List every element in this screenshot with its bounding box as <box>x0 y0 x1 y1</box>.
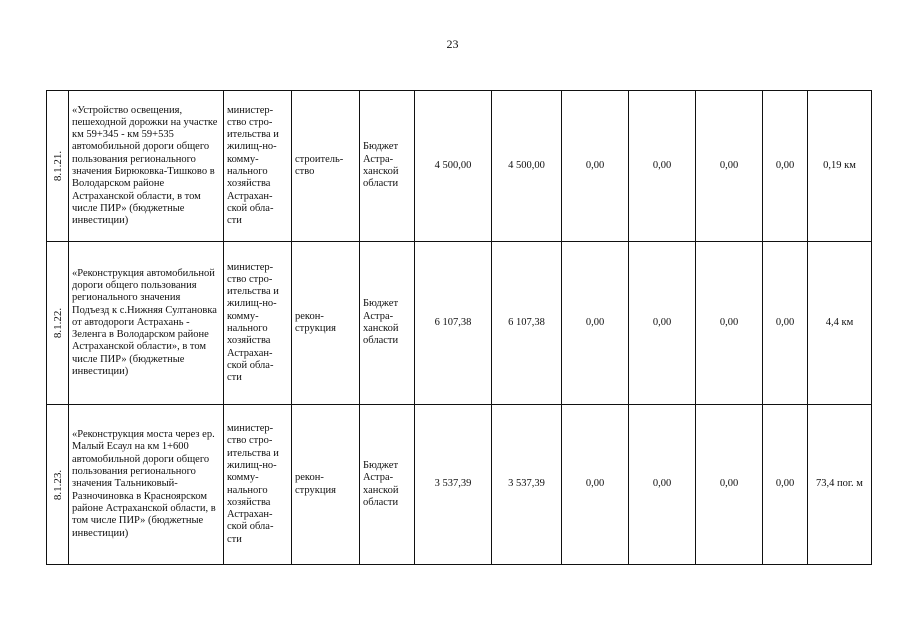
customer: министер-ство стро-ительства и жилищ-но-комму-нального хозяйства Астрахан-ской обла-сти <box>224 242 292 405</box>
page-number: 23 <box>446 37 459 51</box>
table-row <box>47 242 872 405</box>
investment-table <box>46 90 872 565</box>
value-year-2: 0,00 <box>562 91 629 242</box>
value-year-3: 0,00 <box>629 91 696 242</box>
capacity: 73,4 пог. м <box>808 405 872 565</box>
project-name: «Устройство освещения, пешеходной дорожки на участке км 59+345 - км 59+535 автомобильной дороги общего пользования регионального значения Бирюковка-Тишково в Володарском районе Астраханской области, в том числе ПИР» (бюджетные инвестиции) <box>69 91 224 242</box>
work-type: строитель-ство <box>292 91 360 242</box>
row-number-cell <box>47 242 69 405</box>
row-number: 8.1.22. <box>51 307 64 339</box>
value-total: 4 500,00 <box>415 91 492 242</box>
value-year-4: 0,00 <box>696 405 763 565</box>
capacity: 4,4 км <box>808 242 872 405</box>
value-year-3: 0,00 <box>629 405 696 565</box>
value-year-3: 0,00 <box>629 242 696 405</box>
value-year-4: 0,00 <box>696 242 763 405</box>
value-year-1: 4 500,00 <box>492 91 562 242</box>
project-name: «Реконструкция автомобильной дороги общего пользования регионального значения Подъезд к с.Нижняя Султановка от автодороги Астрахань - Зеленга в Володарском районе Астраханской области», в том числе ПИР» (бюджетные инвестиции) <box>69 242 224 405</box>
capacity: 0,19 км <box>808 91 872 242</box>
value-year-4: 0,00 <box>696 91 763 242</box>
value-year-5: 0,00 <box>763 91 808 242</box>
value-year-5: 0,00 <box>763 242 808 405</box>
table-row <box>47 405 872 565</box>
value-year-5: 0,00 <box>763 405 808 565</box>
customer: министер-ство стро-ительства и жилищ-но-комму-нального хозяйства Астрахан-ской обла-сти <box>224 405 292 565</box>
row-number-cell <box>47 91 69 242</box>
row-number-cell <box>47 405 69 565</box>
funding-source: Бюджет Астра-ханской области <box>360 405 415 565</box>
value-year-2: 0,00 <box>562 405 629 565</box>
customer: министер-ство стро-ительства и жилищ-но-комму-нального хозяйства Астрахан-ской обла-сти <box>224 91 292 242</box>
work-type: рекон-струкция <box>292 242 360 405</box>
funding-source: Бюджет Астра-ханской области <box>360 242 415 405</box>
row-number: 8.1.21. <box>51 150 64 182</box>
value-year-1: 6 107,38 <box>492 242 562 405</box>
value-total: 6 107,38 <box>415 242 492 405</box>
work-type: рекон-струкция <box>292 405 360 565</box>
value-year-1: 3 537,39 <box>492 405 562 565</box>
funding-source: Бюджет Астра-ханской области <box>360 91 415 242</box>
row-number: 8.1.23. <box>51 469 64 500</box>
project-name: «Реконструкция моста через ер. Малый Есаул на км 1+600 автомобильной дороги общего пользования регионального значения Тальниковый-Разночиновка в Красноярском районе Астраханской области, в том числе ПИР» (бюджетные инвестиции) <box>69 405 224 565</box>
value-year-2: 0,00 <box>562 242 629 405</box>
table-row <box>47 91 872 242</box>
value-total: 3 537,39 <box>415 405 492 565</box>
